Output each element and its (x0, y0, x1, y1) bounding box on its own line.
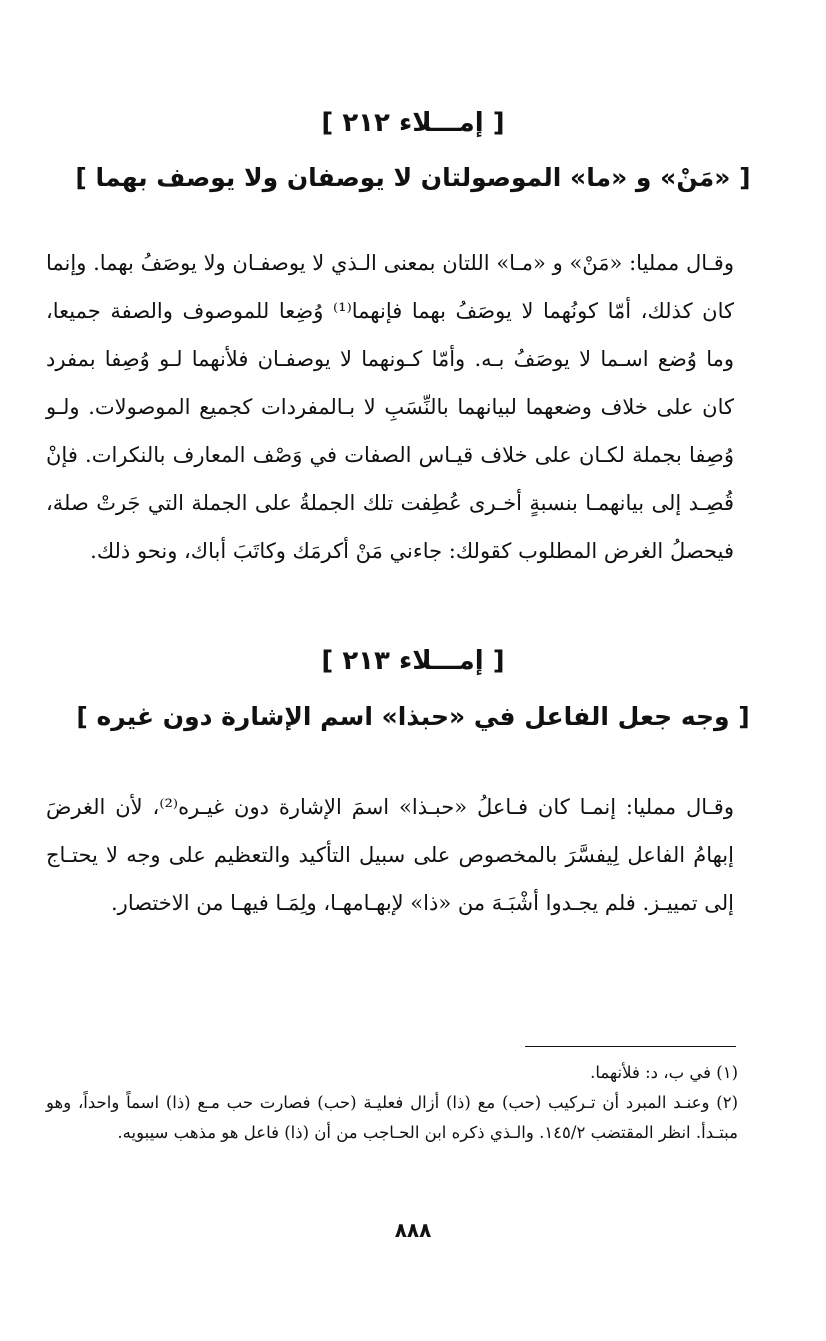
section-paragraph-212: وقـال ممليا: «مَنْ» و «مـا» اللتان بمعنى الـذي لا يوصفـان ولا يوصَفُ بهما. وإنما كان كذلك، أمّا كونُهما لا يوصَفُ بهما فإنهما⁽¹⁾ وُضِعا للموصوف والصفة جميعا، وما وُضع اسـما لا يوصَفُ بـه. وأمّا كـونهما لا يوصفـان فلأنهما لـو وُصِفا بمفرد كان على خلاف وضعهما لبيانهما بالنِّسَبِ لا بـالمفردات كجميع الموصولات. ولـو وُصِفا بجملة لكـان على خلاف قيـاس الصفات في وَصْف المعارف بالنكرات. فإنْ قُصِـد إلى بيانهمـا بنسبةٍ أخـرى عُطِفت تلك الجملةُ على الجملة التي جَرتْ صلة، فيحصلُ الغرض المطلوب كقولك: جاءني مَنْ أكرمَك وكاتَبَ أباك، ونحو ذلك. (46, 251, 734, 563)
footnote-2: (٢) وعنـد المبرد أن تـركيب (حب) مع (ذا) أزال فعليـة (حب) فصارت حب مـع (ذا) اسماً واحداً، وهو مبتـدأ. انظر المقتضب ١٤٥/٢. والـذي ذكره ابن الحـاجب من أن (ذا) فاعل هو مذهب سيبويه. (46, 1093, 738, 1142)
page-number: ٨٨٨ (394, 1218, 432, 1242)
section-title-212: [ «مَنْ» و «ما» الموصولتان لا يوصفان ولا يوصف بهما ] (75, 163, 751, 192)
footnotes (46, 1058, 738, 1148)
section-paragraph-213: وقـال ممليا: إنمـا كان فـاعلُ «حبـذا» اسمَ الإشارة دون غيـره⁽²⁾، لأن الغرضَ إبهامُ الفاعل لِيفسَّرَ بالمخصوص على سبيل التأكيد والتعظيم على وجه لا يحتـاج إلى تمييـز. فلم يجـدوا أشْبَـهَ من «ذا» لإبهـامهـا، ولِمَـا فيهـا من الاختصار. (46, 795, 734, 915)
section-title-213: [ وجه جعل الفاعل في «حبذا» اسم الإشارة دون غيره ] (76, 702, 750, 731)
imla-heading-213: [ إمـــلاء ٢١٣ ] (321, 646, 505, 676)
footnote-1: (١) في ب، د: فلأنهما. (590, 1063, 738, 1082)
imla-heading-212: [ إمـــلاء ٢١٢ ] (321, 108, 505, 138)
footnote-divider (525, 1046, 736, 1047)
